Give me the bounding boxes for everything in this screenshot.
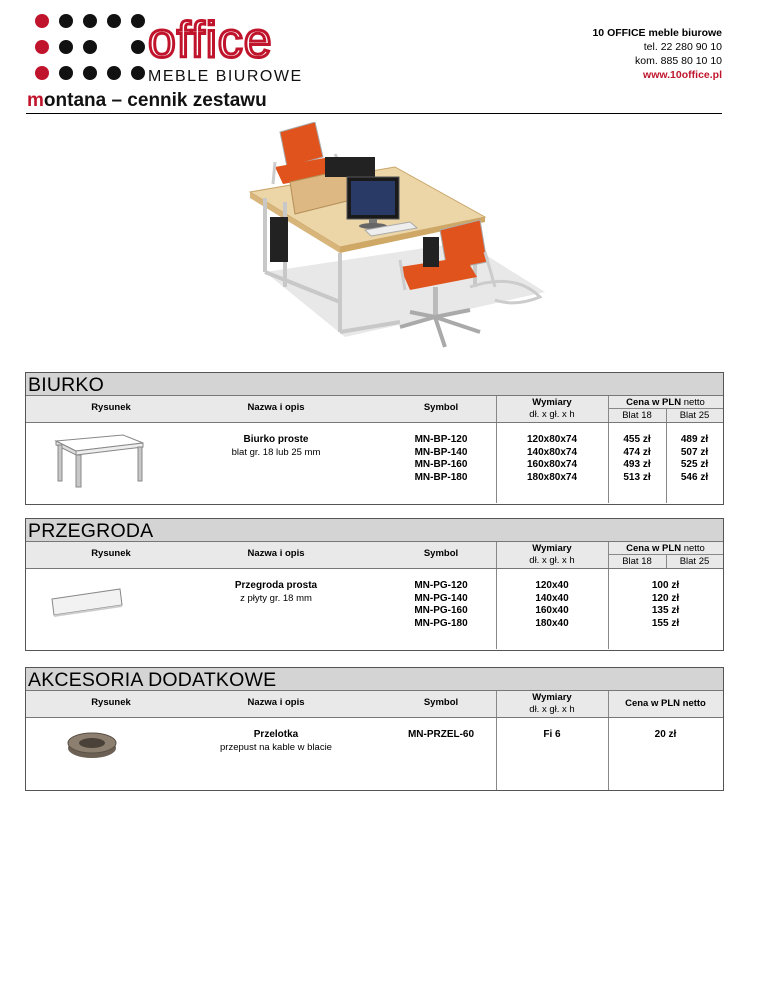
symbol: MN-BP-180 [414, 471, 468, 483]
partition-thumbnail [48, 585, 128, 624]
table-row [26, 718, 723, 790]
symbol: MN-BP-140 [414, 446, 468, 458]
col-blat25: Blat 25 [679, 556, 710, 567]
product-desc: przepust na kable w blacie [220, 742, 332, 753]
logo-dots [35, 14, 145, 80]
price: 474 zł [623, 446, 651, 458]
price: 455 zł [623, 434, 651, 445]
product-name: Przelotka [253, 729, 299, 740]
workstation-image [195, 122, 555, 362]
price-label: Cena w PLN [626, 397, 682, 408]
svg-text:MEBLE BIUROWE: MEBLE BIUROWE [148, 68, 303, 84]
col-name: Nazwa i opis [247, 548, 305, 559]
desk-thumbnail [48, 431, 148, 496]
table-row [26, 423, 723, 503]
dim: 120x80x74 [526, 434, 578, 445]
company-logo [30, 14, 330, 84]
section-header [26, 668, 723, 691]
price: 100 zł [651, 580, 680, 591]
dim: 180x80x74 [526, 471, 578, 483]
section-biurko [25, 372, 724, 505]
dim: 160x80x74 [526, 459, 578, 470]
col-price [608, 543, 723, 554]
company-name: 10 OFFICE meble biurowe [592, 27, 722, 39]
website-link[interactable]: www.10office.pl [643, 69, 722, 81]
phone: tel. 22 280 90 10 [643, 41, 722, 53]
column-headers [26, 396, 723, 423]
title-accent: m [27, 90, 44, 111]
symbol: MN-PG-140 [414, 592, 468, 604]
title-divider [26, 113, 722, 114]
symbol: MN-PG-160 [414, 605, 468, 616]
dim: 180x40 [535, 617, 569, 629]
dims-list [496, 580, 608, 630]
col-dims: Wymiary [532, 397, 572, 408]
col-symbol: Symbol [423, 548, 459, 559]
col-symbol: Symbol [423, 402, 459, 413]
dim: 160x40 [535, 605, 569, 616]
column-headers [26, 691, 723, 718]
title-text: ontana – cennik zestawu [43, 90, 267, 111]
price: 120 zł [651, 592, 680, 604]
price: 493 zł [623, 459, 651, 470]
column-headers [26, 542, 723, 569]
section-title: AKCESORIA DODATKOWE [28, 669, 277, 691]
price: 507 zł [680, 446, 709, 458]
price: 546 zł [680, 471, 709, 483]
section-header [26, 519, 723, 542]
page-title [27, 90, 267, 112]
section-przegroda [25, 518, 724, 651]
price: 525 zł [680, 459, 709, 470]
section-akcesoria [25, 667, 724, 791]
product-name: Przegroda prosta [234, 580, 318, 591]
col-drawing: Rysunek [91, 548, 131, 559]
symbol: MN-BP-160 [414, 459, 468, 470]
dim: 140x80x74 [526, 446, 578, 458]
symbol: MN-BP-120 [414, 434, 468, 445]
price: 513 zł [623, 471, 651, 483]
grommet-thumbnail [64, 726, 120, 767]
symbol: MN-PG-120 [414, 580, 468, 591]
product-desc: blat gr. 18 lub 25 mm [231, 447, 321, 458]
table-row [26, 569, 723, 649]
price-list [608, 580, 723, 630]
price: 489 zł [680, 434, 709, 445]
col-dims-sub: dł. x gł. x h [529, 704, 575, 715]
col-blat18: Blat 18 [622, 556, 652, 567]
col-price: Cena w PLN netto [625, 698, 706, 709]
section-title: PRZEGRODA [28, 520, 154, 542]
dim: 140x40 [535, 592, 569, 604]
price-netto: netto [683, 397, 705, 408]
col-name: Nazwa i opis [247, 402, 305, 413]
dims-list [496, 434, 608, 484]
svg-text:office: office [148, 14, 273, 68]
symbol: MN-PG-180 [414, 617, 468, 629]
mobile: kom. 885 80 10 10 [635, 55, 722, 67]
col-dims-sub: dł. x gł. x h [529, 555, 575, 566]
col-price [608, 397, 723, 408]
product-desc: z płyty gr. 18 mm [240, 593, 312, 604]
price: 20 zł [654, 729, 677, 740]
contact-info [592, 26, 722, 82]
col-dims-sub: dł. x gł. x h [529, 409, 575, 420]
col-drawing: Rysunek [91, 697, 131, 708]
section-header [26, 373, 723, 396]
symbol: MN-PRZEL-60 [407, 729, 475, 740]
price: 135 zł [651, 605, 680, 616]
col-blat18: Blat 18 [622, 410, 652, 421]
section-title: BIURKO [28, 374, 104, 396]
col-dims: Wymiary [532, 543, 572, 554]
price25-list [666, 434, 723, 484]
product-name: Biurko proste [243, 434, 309, 445]
col-symbol: Symbol [423, 697, 459, 708]
price-netto: netto [683, 543, 705, 554]
price18-list [608, 434, 666, 484]
col-drawing: Rysunek [91, 402, 131, 413]
price-label: Cena w PLN [626, 543, 682, 554]
dim: Fi 6 [543, 729, 561, 740]
price: 155 zł [651, 617, 680, 629]
col-name: Nazwa i opis [247, 697, 305, 708]
col-dims: Wymiary [532, 692, 572, 703]
col-blat25: Blat 25 [679, 410, 710, 421]
dim: 120x40 [535, 580, 569, 591]
